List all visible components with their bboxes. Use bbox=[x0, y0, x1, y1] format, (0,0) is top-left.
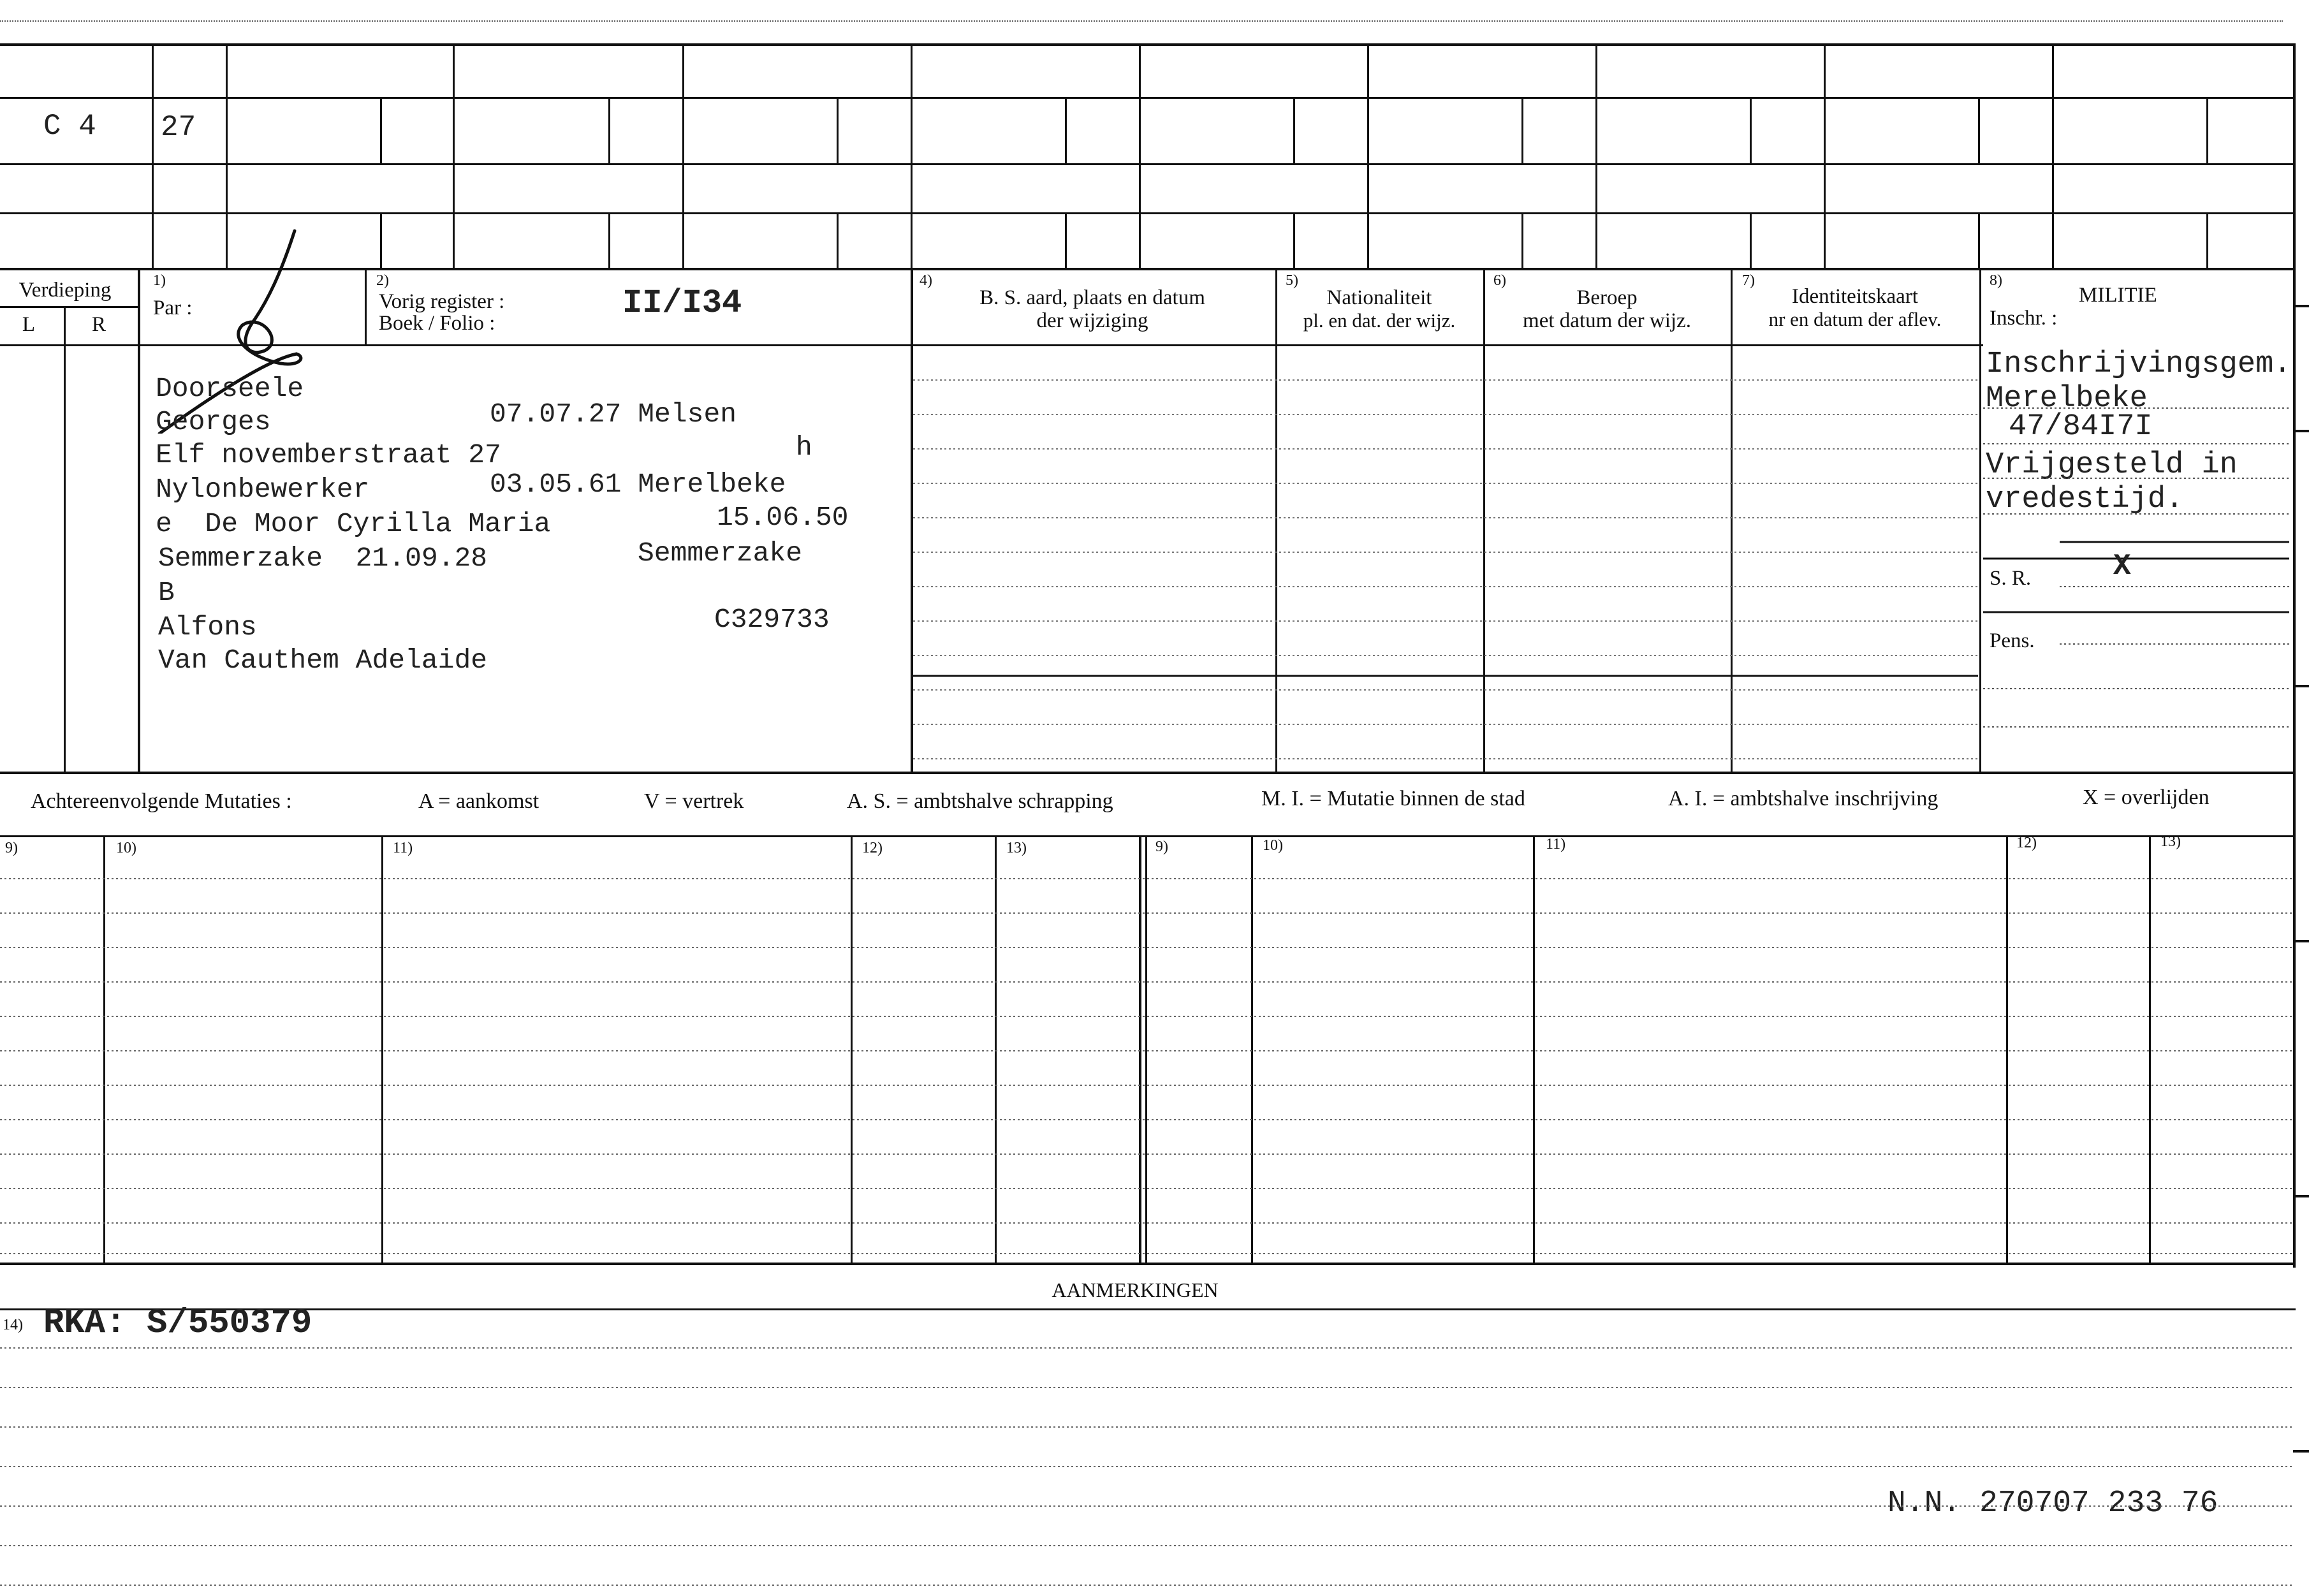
col7-subtitle: nr en datum der aflev. bbox=[1768, 308, 1942, 330]
mutaties-col-11-left: 11) bbox=[393, 840, 413, 856]
top-grid-subcol bbox=[608, 97, 610, 163]
mutaties-ruled-lines bbox=[0, 835, 2293, 1263]
par-label: Par : bbox=[153, 297, 193, 319]
person-address-mark: h bbox=[796, 432, 812, 463]
body-ruled-lines bbox=[913, 344, 1978, 772]
col6-number: 6) bbox=[1493, 272, 1506, 289]
pens-label: Pens. bbox=[1990, 629, 2035, 652]
person-mother: Van Cauthem Adelaide bbox=[158, 645, 488, 676]
top-grid-col bbox=[682, 43, 684, 268]
person-first-name: Georges bbox=[156, 406, 271, 437]
floor-left-label: L bbox=[22, 313, 36, 336]
col7-title: Identiteitskaart bbox=[1792, 285, 1918, 308]
col-divider-2 bbox=[365, 268, 367, 344]
col4-number: 4) bbox=[920, 272, 932, 289]
militie-line-3: 47/84I7I bbox=[2009, 410, 2153, 444]
aanmerkingen-ruled-lines bbox=[0, 1304, 2293, 1596]
mutaties-col-10-left: 10) bbox=[116, 840, 136, 856]
person-occupation-date: 03.05.61 Merelbeke bbox=[490, 469, 786, 500]
legend-ambtshalve-inschrijving: A. I. = ambtshalve inschrijving bbox=[1668, 787, 1939, 810]
legend-mutatie-binnen-stad: M. I. = Mutatie binnen de stad bbox=[1261, 787, 1525, 810]
mutaties-col-13-right: 13) bbox=[2160, 833, 2181, 850]
mutaties-title: Achtereenvolgende Mutaties : bbox=[31, 789, 292, 813]
top-edge-rule bbox=[0, 20, 2283, 22]
mutaties-col-12-right: 12) bbox=[2016, 835, 2037, 851]
nn-number: N.N. 270707 233 76 bbox=[1888, 1486, 2218, 1521]
col4-title: B. S. aard, plaats en datum bbox=[979, 286, 1205, 309]
rka-entry: RKA: S/550379 bbox=[43, 1304, 312, 1343]
vorig-register-label: Vorig register : bbox=[379, 290, 505, 313]
top-grid-subcol bbox=[1521, 97, 1523, 163]
verdieping-label: Verdieping bbox=[18, 279, 112, 302]
person-birth: 07.07.27 Melsen bbox=[490, 399, 737, 430]
col7-number: 7) bbox=[1742, 272, 1755, 289]
top-grid-subcol bbox=[2206, 212, 2208, 268]
person-id-number: C329733 bbox=[714, 604, 830, 635]
top-grid-subcol bbox=[2206, 97, 2208, 163]
militie-line-5: vredestijd. bbox=[1986, 483, 2184, 516]
mutaties-col-9-right: 9) bbox=[1155, 838, 1168, 855]
col-divider-8 bbox=[1979, 268, 1981, 772]
top-grid-subcol bbox=[837, 212, 839, 268]
person-spouse-birth: Semmerzake 21.09.28 bbox=[158, 543, 488, 574]
person-spouse: e De Moor Cyrilla Maria bbox=[156, 508, 551, 539]
edge-tick-marks bbox=[2293, 255, 2309, 1530]
top-grid-border bbox=[0, 43, 2296, 46]
top-grid-subcol bbox=[1750, 212, 1752, 268]
top-grid-subcol bbox=[1750, 97, 1752, 163]
aanmerkingen-title: AANMERKINGEN bbox=[1052, 1278, 1219, 1301]
person-occupation: Nylonbewerker bbox=[156, 474, 370, 505]
boek-folio-label: Boek / Folio : bbox=[379, 312, 495, 335]
top-grid-col bbox=[1139, 43, 1141, 268]
top-grid-subcol bbox=[1978, 212, 1980, 268]
top-grid-subcol bbox=[380, 212, 382, 268]
militie-line-4: Vrijgesteld in bbox=[1986, 448, 2238, 482]
top-grid-subcol bbox=[1293, 97, 1295, 163]
top-grid-row-line bbox=[0, 97, 2296, 99]
militie-line-1: Inschrijvingsgem. bbox=[1986, 348, 2292, 381]
col5-title: Nationaliteit bbox=[1326, 286, 1432, 309]
col1-number: 1) bbox=[153, 272, 166, 289]
person-spouse-birth-place: Semmerzake bbox=[638, 538, 803, 569]
card-id-prefix: C 4 bbox=[43, 110, 96, 143]
mutaties-col-13-left: 13) bbox=[1006, 840, 1027, 856]
top-grid-row-line bbox=[0, 163, 2296, 165]
top-grid-col bbox=[1367, 43, 1369, 268]
col5-subtitle: pl. en dat. der wijz. bbox=[1303, 309, 1456, 332]
mutaties-col-11-right: 11) bbox=[1546, 836, 1566, 853]
floor-right-label: R bbox=[91, 313, 106, 336]
top-grid-col bbox=[2052, 43, 2054, 268]
aanmerkingen-number: 14) bbox=[3, 1317, 23, 1333]
person-code: B bbox=[158, 577, 175, 608]
col-divider-lr bbox=[64, 307, 66, 772]
legend-vertrek: V = vertrek bbox=[644, 789, 744, 813]
vorig-register-value: II/I34 bbox=[622, 284, 742, 322]
mutaties-bottom-border bbox=[0, 1263, 2296, 1265]
col6-title: Beroep bbox=[1576, 286, 1638, 309]
person-marriage-date: 15.06.50 bbox=[717, 502, 849, 533]
person-surname: Doorseele bbox=[156, 373, 304, 404]
inschr-label: Inschr. : bbox=[1990, 307, 2058, 330]
verdieping-sub-rule bbox=[0, 306, 138, 308]
col6-subtitle: met datum der wijz. bbox=[1523, 309, 1691, 332]
mutaties-col-10-right: 10) bbox=[1263, 837, 1283, 854]
top-grid-col bbox=[453, 43, 455, 268]
person-address: Elf novemberstraat 27 bbox=[156, 439, 501, 471]
top-grid-subcol bbox=[1521, 212, 1523, 268]
header-top-border bbox=[0, 268, 2296, 270]
mutaties-col-9-left: 9) bbox=[5, 840, 18, 856]
legend-aankomst: A = aankomst bbox=[418, 789, 539, 813]
sr-label: S. R. bbox=[1990, 567, 2032, 590]
top-grid-subcol bbox=[1065, 212, 1067, 268]
person-father: Alfons bbox=[158, 611, 257, 643]
col5-number: 5) bbox=[1286, 272, 1298, 289]
militie-line-2: Merelbeke bbox=[1986, 382, 2148, 416]
col8-number: 8) bbox=[1990, 272, 2002, 289]
top-grid-subcol bbox=[608, 212, 610, 268]
top-grid-subcol bbox=[1978, 97, 1980, 163]
legend-ambtshalve-schrapping: A. S. = ambtshalve schrapping bbox=[847, 789, 1113, 813]
top-grid-col bbox=[1595, 43, 1597, 268]
col-divider-1 bbox=[138, 268, 140, 772]
top-grid-subcol bbox=[1293, 212, 1295, 268]
top-grid-col bbox=[1824, 43, 1826, 268]
militie-label: MILITIE bbox=[2079, 284, 2157, 307]
top-grid-subcol bbox=[1065, 97, 1067, 163]
top-grid-subcol bbox=[380, 97, 382, 163]
top-grid-subcol bbox=[837, 97, 839, 163]
top-grid-col bbox=[911, 43, 913, 268]
body-bottom-border bbox=[0, 772, 2296, 774]
card-id-number: 27 bbox=[161, 111, 196, 144]
col2-number: 2) bbox=[376, 272, 389, 289]
top-grid-row-line bbox=[0, 212, 2296, 214]
col4-subtitle: der wijziging bbox=[1036, 309, 1148, 332]
sr-value: X bbox=[2113, 550, 2131, 583]
mutaties-col-12-left: 12) bbox=[862, 840, 883, 856]
legend-overlijden: X = overlijden bbox=[2083, 786, 2210, 809]
